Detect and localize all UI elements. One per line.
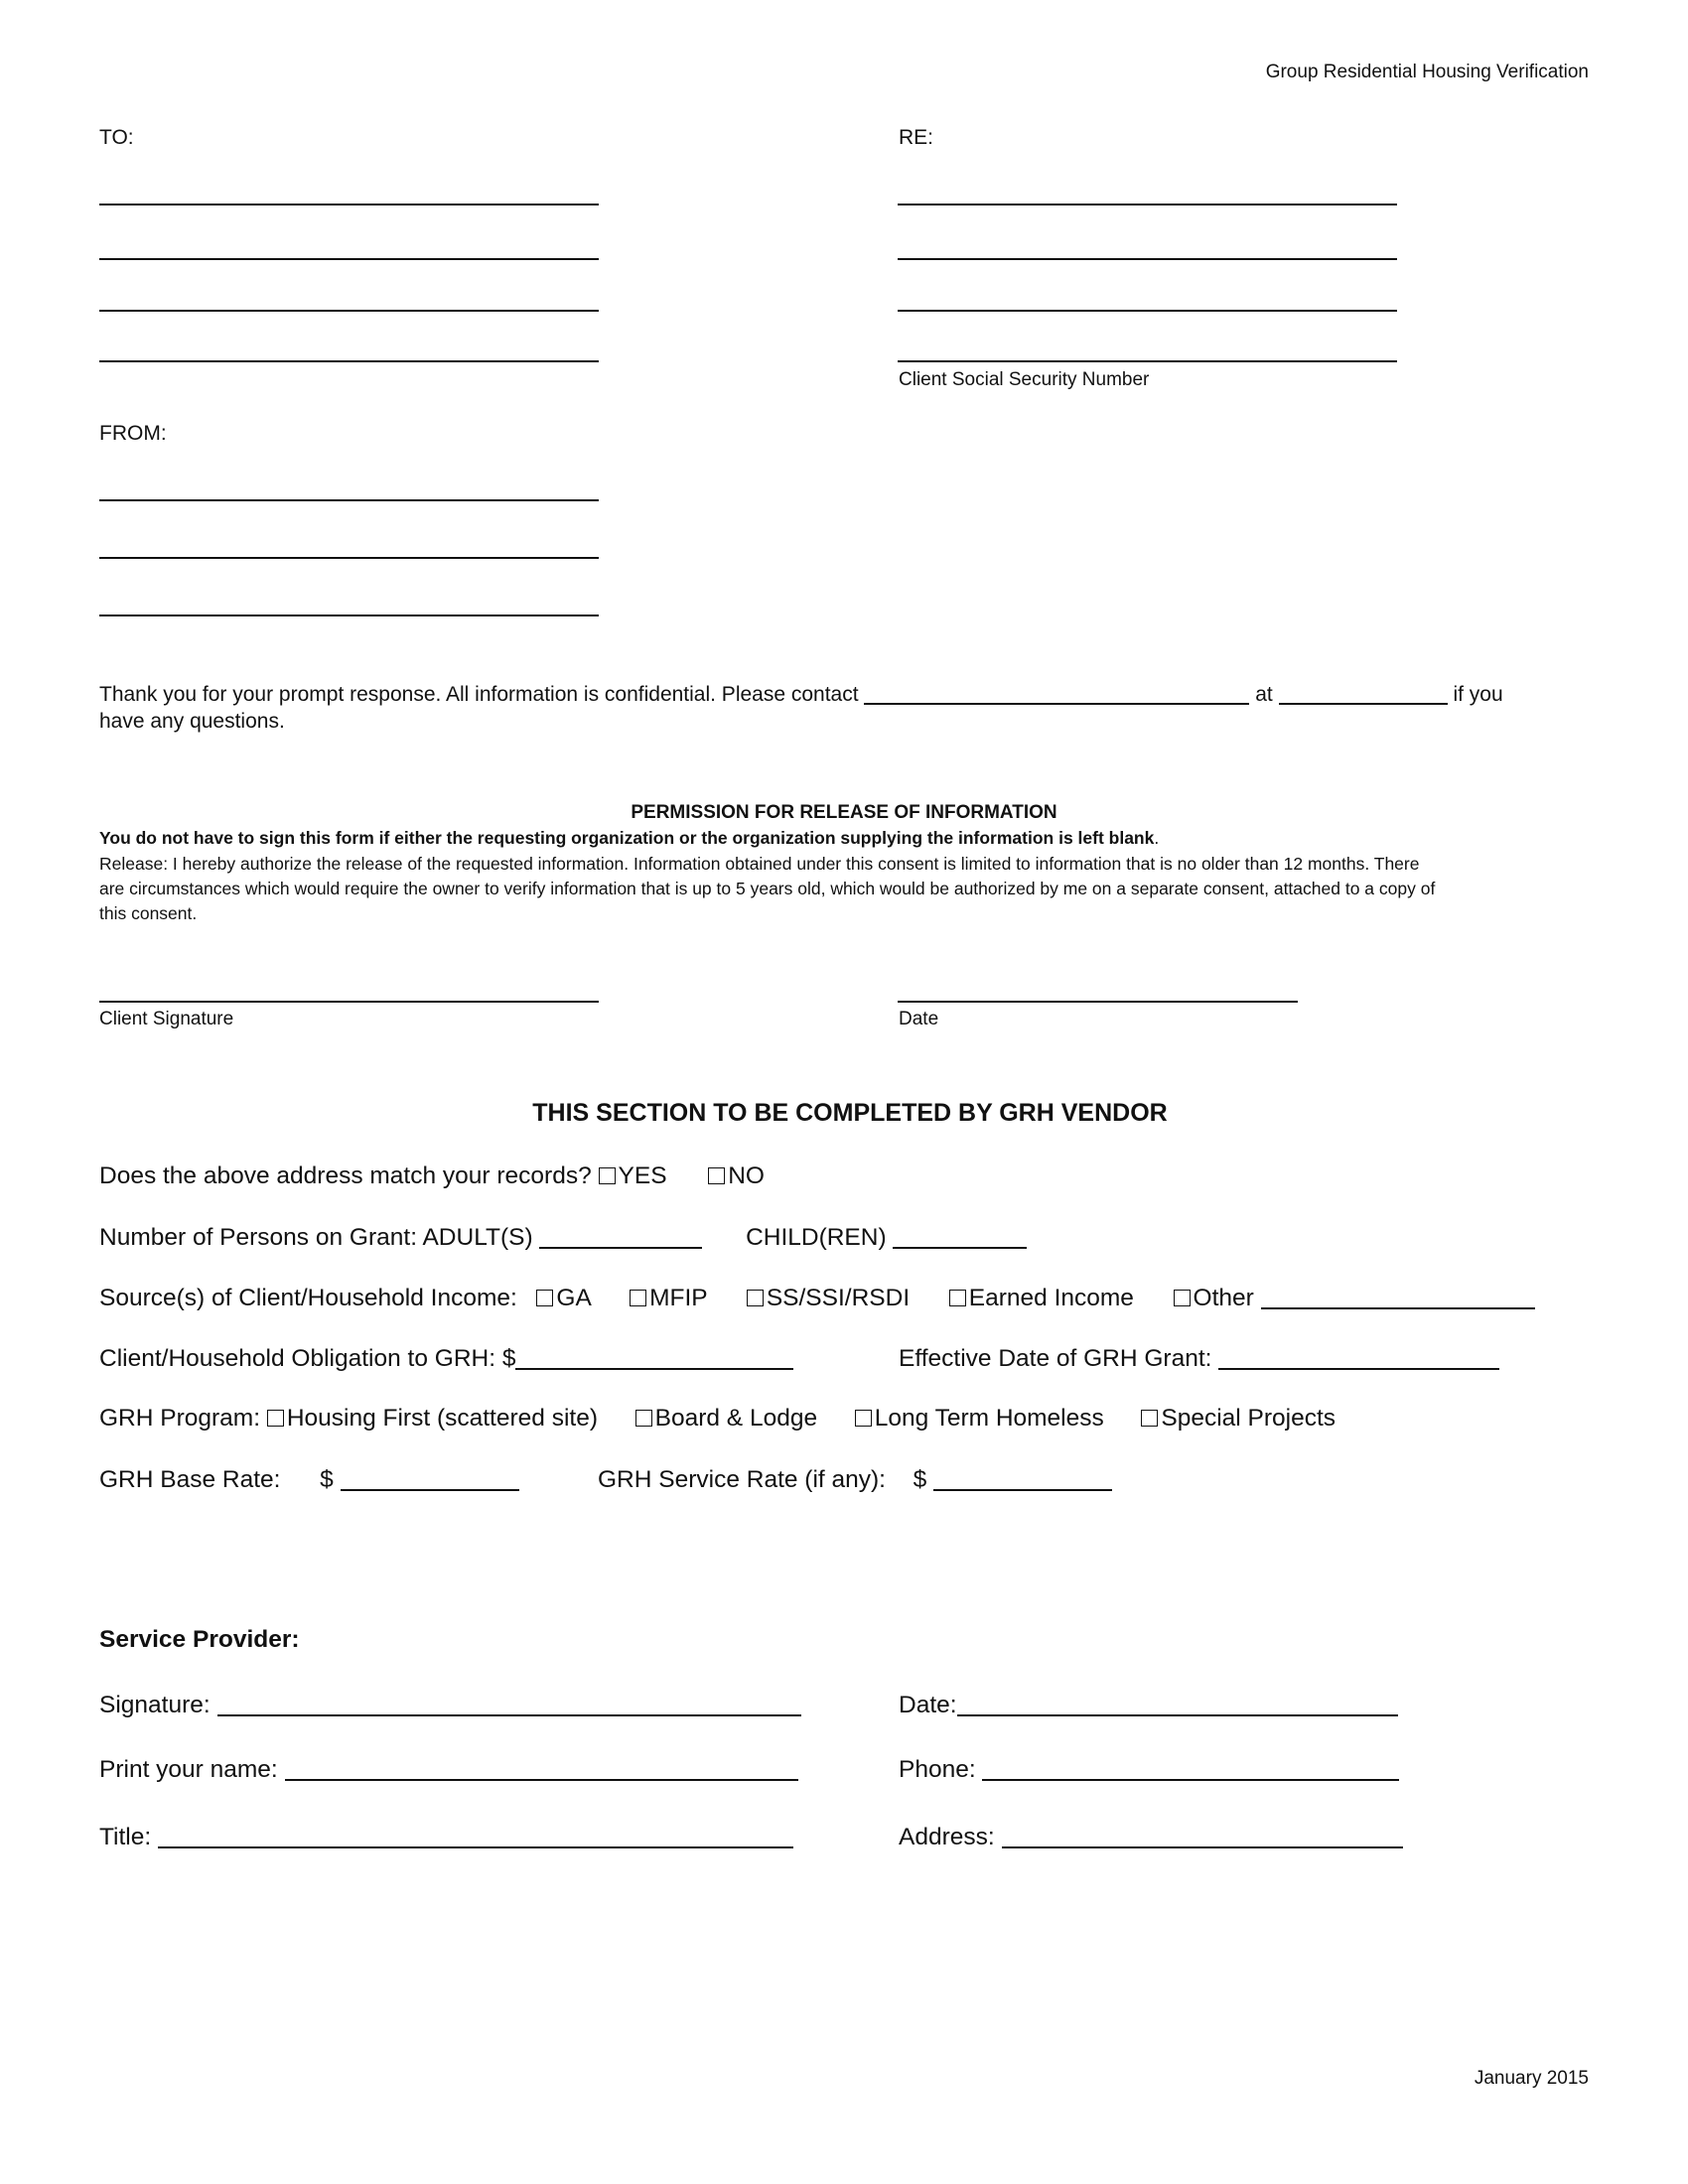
to-line-2[interactable]	[99, 258, 599, 260]
provider-address-row	[899, 1825, 1403, 1850]
provider-address-field[interactable]	[1002, 1825, 1403, 1848]
service-rate-label: GRH Service Rate (if any):	[598, 1466, 886, 1493]
from-line-3[interactable]	[99, 614, 599, 616]
effective-date-field[interactable]	[1218, 1346, 1499, 1370]
release-text-line-1: Release: I hereby authorize the release of the requested information. Information obtained under this consent is limited to information that is no older than 12 months. There	[99, 854, 1420, 874]
program-long-term-label: Long Term Homeless	[874, 1405, 1104, 1432]
income-mfip-checkbox[interactable]	[630, 1290, 646, 1306]
provider-signature-label: Signature:	[99, 1692, 211, 1718]
effective-date-row	[899, 1346, 1499, 1372]
service-provider-heading: Service Provider:	[99, 1626, 300, 1653]
contact-name-field[interactable]	[864, 681, 1249, 705]
income-earned-checkbox[interactable]	[949, 1290, 966, 1306]
provider-signature-field[interactable]	[217, 1693, 801, 1716]
program-special-checkbox[interactable]	[1141, 1410, 1158, 1427]
income-ga-checkbox[interactable]	[536, 1290, 553, 1306]
obligation-label: Client/Household Obligation to GRH: $	[99, 1345, 516, 1372]
provider-title-field[interactable]	[158, 1825, 793, 1848]
client-ssn-caption: Client Social Security Number	[899, 369, 1150, 390]
form-title: Group Residential Housing Verification	[1265, 62, 1589, 82]
program-label: GRH Program:	[99, 1405, 261, 1432]
re-line-2[interactable]	[898, 258, 1397, 260]
yes-label: YES	[618, 1162, 667, 1189]
service-rate-row	[598, 1467, 1112, 1493]
persons-row	[99, 1225, 1027, 1251]
provider-phone-field[interactable]	[982, 1757, 1399, 1781]
program-row	[99, 1407, 1336, 1432]
address-match-row	[99, 1164, 765, 1189]
to-line-4[interactable]	[99, 360, 599, 362]
effective-date-label: Effective Date of GRH Grant:	[899, 1345, 1212, 1372]
service-rate-dollar: $	[913, 1466, 927, 1493]
no-checkbox[interactable]	[708, 1167, 725, 1184]
release-date-caption: Date	[899, 1009, 939, 1029]
income-row	[99, 1286, 1535, 1311]
income-label: Source(s) of Client/Household Income:	[99, 1285, 517, 1311]
provider-phone-row	[899, 1757, 1399, 1783]
income-earned-label: Earned Income	[968, 1285, 1134, 1311]
address-match-question: Does the above address match your records?	[99, 1162, 592, 1189]
contact-line	[99, 681, 1503, 705]
yes-checkbox[interactable]	[599, 1167, 616, 1184]
revision-date: January 2015	[1474, 2068, 1589, 2089]
children-count-field[interactable]	[893, 1225, 1027, 1249]
release-heading: PERMISSION FOR RELEASE OF INFORMATION	[631, 802, 1057, 823]
base-rate-row	[99, 1467, 519, 1493]
persons-adults-label: Number of Persons on Grant: ADULT(S)	[99, 1224, 533, 1251]
provider-signature-row	[99, 1693, 801, 1718]
base-rate-dollar: $	[320, 1466, 334, 1493]
base-rate-label: GRH Base Rate:	[99, 1466, 281, 1493]
from-line-1[interactable]	[99, 499, 599, 501]
service-rate-field[interactable]	[933, 1467, 1112, 1491]
re-line-1[interactable]	[898, 204, 1397, 205]
provider-date-row	[899, 1693, 1398, 1718]
to-line-3[interactable]	[99, 310, 599, 312]
program-board-lodge-label: Board & Lodge	[654, 1405, 818, 1432]
program-long-term-checkbox[interactable]	[855, 1410, 872, 1427]
release-bold-note	[99, 830, 1159, 848]
release-bold-note-text: You do not have to sign this form if either the requesting organization or the organization supplying the information is left blank	[99, 828, 1155, 848]
provider-name-row	[99, 1757, 798, 1783]
to-line-1[interactable]	[99, 204, 599, 205]
release-text-line-3: this consent.	[99, 903, 198, 923]
program-board-lodge-checkbox[interactable]	[635, 1410, 652, 1427]
adults-count-field[interactable]	[539, 1225, 702, 1249]
vendor-section-heading: THIS SECTION TO BE COMPLETED BY GRH VENDOR	[532, 1099, 1168, 1127]
release-text-line-2: are circumstances which would require the owner to verify information that is up to 5 years old, which would be authorized by me on a separate consent, attached to a copy of	[99, 879, 1436, 898]
program-special-label: Special Projects	[1161, 1405, 1336, 1432]
provider-title-row	[99, 1825, 793, 1850]
program-housing-first-checkbox[interactable]	[267, 1410, 284, 1427]
income-ss-checkbox[interactable]	[747, 1290, 764, 1306]
contact-line-2: have any questions.	[99, 710, 285, 733]
provider-title-label: Title:	[99, 1824, 152, 1850]
obligation-row	[99, 1346, 793, 1372]
provider-name-label: Print your name:	[99, 1756, 278, 1783]
re-line-3[interactable]	[898, 310, 1397, 312]
client-ssn-line[interactable]	[898, 360, 1397, 362]
from-line-2[interactable]	[99, 557, 599, 559]
client-signature-line[interactable]	[99, 1001, 599, 1003]
income-other-field[interactable]	[1261, 1286, 1535, 1309]
income-mfip-label: MFIP	[649, 1285, 708, 1311]
persons-children-label: CHILD(REN)	[746, 1224, 887, 1251]
contact-if-you: if you	[1453, 683, 1503, 706]
provider-address-label: Address:	[899, 1824, 995, 1850]
provider-name-field[interactable]	[285, 1757, 798, 1781]
income-ss-label: SS/SSI/RSDI	[766, 1285, 911, 1311]
provider-date-label: Date:	[899, 1692, 957, 1718]
release-bold-note-period: .	[1154, 828, 1160, 848]
from-label: FROM:	[99, 422, 167, 445]
client-signature-caption: Client Signature	[99, 1009, 234, 1029]
release-date-line[interactable]	[898, 1001, 1298, 1003]
no-label: NO	[728, 1162, 765, 1189]
to-label: TO:	[99, 126, 134, 149]
income-ga-label: GA	[556, 1285, 591, 1311]
contact-phone-field[interactable]	[1279, 681, 1448, 705]
provider-phone-label: Phone:	[899, 1756, 976, 1783]
income-other-checkbox[interactable]	[1174, 1290, 1191, 1306]
income-other-label: Other	[1193, 1285, 1254, 1311]
base-rate-field[interactable]	[341, 1467, 519, 1491]
provider-date-field[interactable]	[957, 1693, 1398, 1716]
contact-text: Thank you for your prompt response. All information is confidential. Please contact	[99, 683, 859, 706]
re-label: RE:	[899, 126, 934, 149]
contact-at: at	[1255, 683, 1273, 706]
program-housing-first-label: Housing First (scattered site)	[286, 1405, 598, 1432]
obligation-amount-field[interactable]	[515, 1346, 793, 1370]
